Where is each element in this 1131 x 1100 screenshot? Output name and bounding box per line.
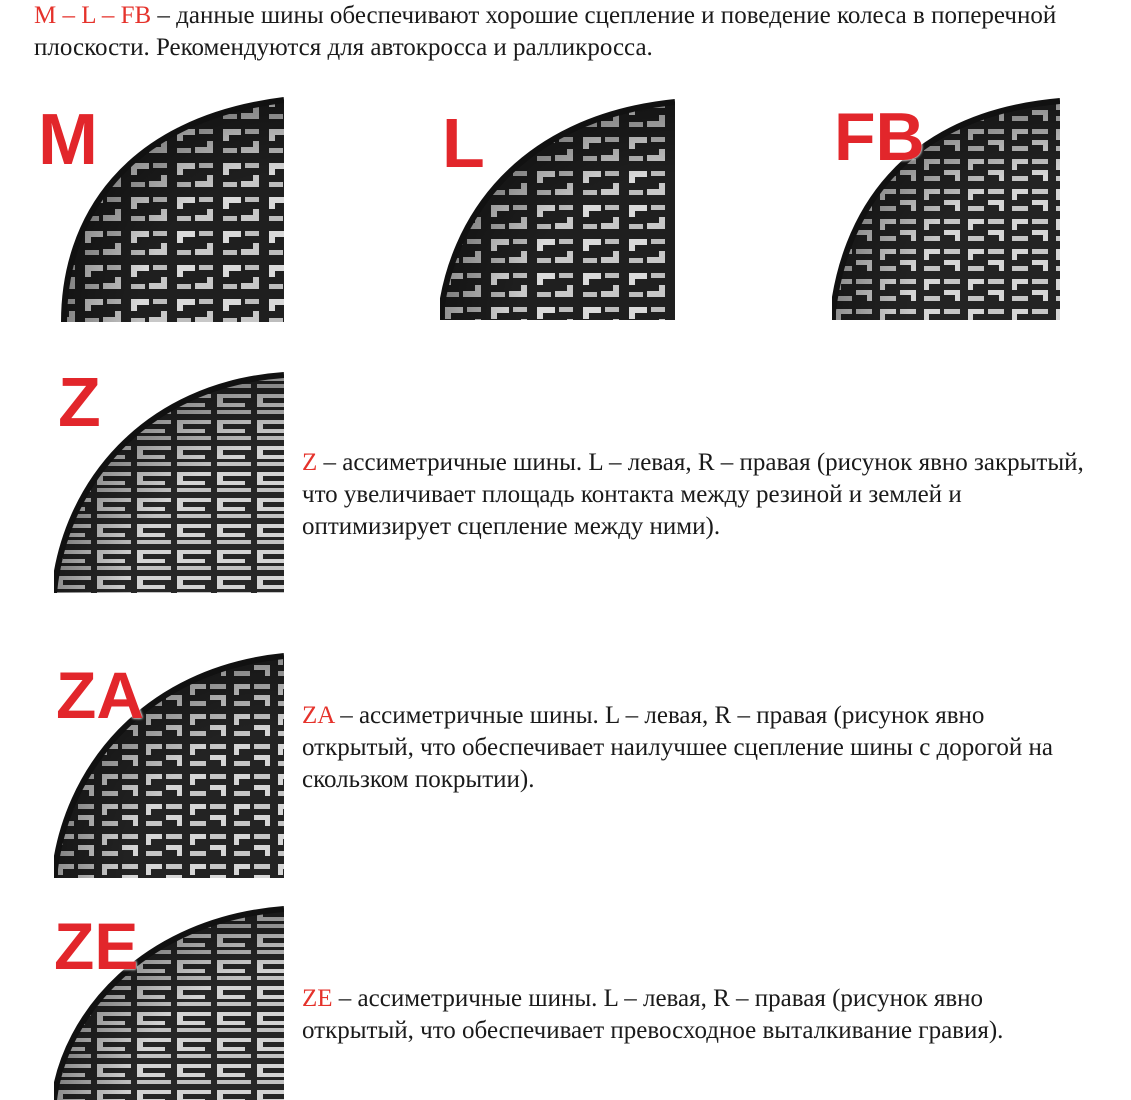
tread-label-m: M — [38, 100, 98, 180]
tread-image-l — [440, 98, 675, 320]
tread-image-fb — [832, 95, 1060, 320]
intro-code: M – L – FB — [34, 2, 152, 29]
desc-ze-text: – ассиметричные шины. L – левая, R – правая (рисунок явно открытый, что обеспечивает превосходное выталкивание гравия). — [302, 985, 1004, 1044]
description-ze — [302, 983, 1092, 1047]
description-za — [302, 700, 1092, 796]
description-z — [302, 447, 1092, 543]
desc-z-text: – ассиметричные шины. L – левая, R – правая (рисунок явно закрытый, что увеличивает площадь контакта между резиной и землей и оптимизирует сцепление между ними). — [302, 449, 1084, 540]
tread-image-ze — [54, 905, 284, 1100]
tread-image-z — [54, 365, 284, 593]
tread-label-ze: ZE — [54, 909, 139, 983]
tread-label-fb: FB — [834, 99, 925, 175]
desc-za-code: ZA — [302, 702, 334, 729]
tread-image-m — [34, 90, 284, 322]
tread-image-za — [54, 650, 284, 878]
intro-text: – данные шины обеспечивают хорошие сцепление и поведение колеса в поперечной плоскости. Рекомендуются для автокросса и ралликросса. — [34, 2, 1057, 61]
desc-ze-code: ZE — [302, 985, 333, 1012]
tread-label-l: L — [442, 104, 485, 182]
tread-label-za: ZA — [56, 658, 144, 732]
desc-z-code: Z — [302, 449, 318, 476]
desc-za-text: – ассиметричные шины. L – левая, R – правая (рисунок явно открытый, что обеспечивает наилучшее сцепление шины с дорогой на скользком покрытии). — [302, 702, 1053, 793]
tread-label-z: Z — [58, 365, 101, 441]
intro-paragraph — [34, 0, 1114, 64]
